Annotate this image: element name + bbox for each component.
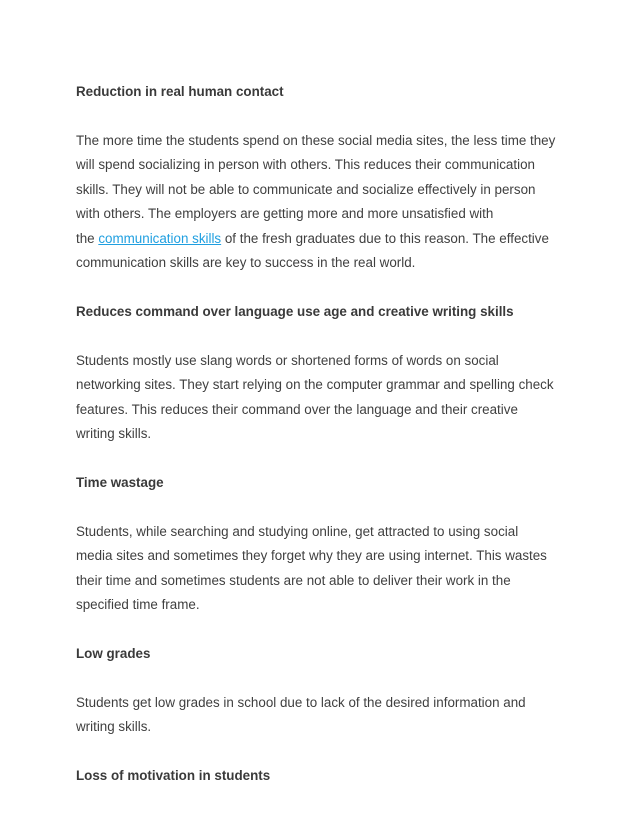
communication-skills-link[interactable]: communication skills [98,230,222,246]
section-paragraph [76,691,576,740]
section-time-wastage [76,471,576,642]
section-heading: Reduces command over language use age and creative writing skills [76,304,514,319]
paragraph-line: The more time the students spend on these social media sites, the less time they [76,132,556,148]
link-line-suffix: of the fresh graduates due to this reason. The effective [221,230,549,246]
paragraph-line: with others. The employers are getting more and more unsatisfied with [76,206,494,221]
section-paragraph [76,349,576,447]
paragraph-line: Students mostly use slang words or shortened forms of words on social [76,352,499,368]
paragraph-line: specified time frame. [76,597,200,612]
paragraph-line: Students, while searching and studying online, get attracted to using social [76,523,519,539]
paragraph-line: will spend socializing in person with others. This reduces their communication [76,157,535,172]
paragraph-line: their time and sometimes students are not able to deliver their work in the [76,572,511,588]
link-line-prefix: the [76,230,99,246]
section-heading: Reduction in real human contact [76,84,284,99]
document-content [76,80,576,789]
paragraph-line: media sites and sometimes they forget why they are using internet. This wastes [76,548,547,563]
paragraph-line: writing skills. [76,719,152,734]
paragraph-line: communication skills are key to success in the real world. [76,255,416,270]
paragraph-line: networking sites. They start relying on the computer grammar and spelling check [76,377,554,392]
paragraph-line-with-link [76,227,576,252]
paragraph-line: features. This reduces their command over the language and their creative [76,401,518,417]
section-paragraph [76,129,576,276]
paragraph-line: Students get low grades in school due to lack of the desired information and [76,694,526,710]
section-heading: Loss of motivation in students [76,768,271,783]
section-language-command [76,300,576,471]
paragraph-line: skills. They will not be able to communicate and socialize effectively in person [76,181,536,197]
section-heading: Time wastage [76,475,164,490]
section-heading: Low grades [76,646,151,661]
section-paragraph [76,520,576,618]
section-loss-of-motivation [76,764,576,789]
section-reduction-in-human-contact [76,80,576,300]
paragraph-line: writing skills. [76,426,152,441]
section-low-grades [76,642,576,764]
